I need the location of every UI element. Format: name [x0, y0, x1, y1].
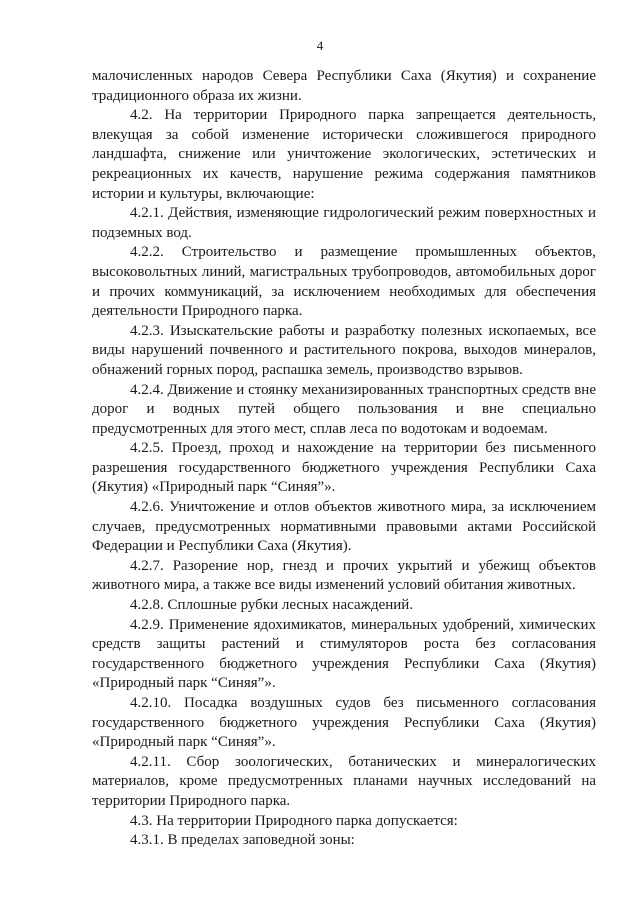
paragraph-4-2-10: 4.2.10. Посадка воздушных судов без письменного согласования государственного бюджетного учреждения Республики Саха (Якутия) «Природный парк “Синяя”».: [92, 695, 596, 751]
paragraph-4-2-9: 4.2.9. Применение ядохимикатов, минеральных удобрений, химических средств защиты растений и стимуляторов роста без согласования государственного бюджетного учреждения Республики Саха (Якутия) «Природный парк “Синяя”».: [92, 616, 596, 692]
paragraph-4-2-5: 4.2.5. Проезд, проход и нахождение на территории без письменного разрешения государственного бюджетного учреждения Республики Саха (Якутия) «Природный парк “Синяя”».: [92, 440, 596, 496]
paragraph-4-2-1: 4.2.1. Действия, изменяющие гидрологический режим поверхностных и подземных вод.: [92, 205, 596, 241]
paragraph-4-2-7: 4.2.7. Разорение нор, гнезд и прочих укрытий и убежищ объектов животного мира, а также все виды изменений условий обитания животных.: [92, 557, 596, 594]
paragraph-4-2-4: 4.2.4. Движение и стоянку механизированных транспортных средств вне дорог и водных путей общего пользования и вне специально предусмотренных для этого мест, сплав леса по водотокам и водоемам.: [92, 381, 596, 437]
paragraph-4-2-3: 4.2.3. Изыскательские работы и разработку полезных ископаемых, все виды нарушений почвенного и растительного покрова, выходов минералов, обнажений горных пород, распашка земель, производство взрывов.: [92, 322, 596, 378]
page-number: 4: [316, 38, 324, 53]
paragraph-4-2-11: 4.2.11. Сбор зоологических, ботанических и минералогических материалов, кроме предусмотренных планами научных исследований на территории Природного парка.: [92, 753, 596, 809]
paragraph-4-2-2: 4.2.2. Строительство и размещение промышленных объектов, высоковольтных линий, магистральных трубопроводов, автомобильных дорог и прочих коммуникаций, за исключением необходимых для обеспечения деятельности Природного парка.: [92, 244, 596, 320]
paragraph-4-3: 4.3. На территории Природного парка допускается:: [130, 812, 458, 829]
paragraph-4-2-6: 4.2.6. Уничтожение и отлов объектов животного мира, за исключением случаев, предусмотренных нормативными правовыми актами Российской Федерации и Республики Саха (Якутия).: [92, 499, 596, 555]
paragraph-4-2: 4.2. На территории Природного парка запрещается деятельность, влекущая за собой изменение исторически сложившегося природного ландшафта, снижение или уничтожение экологических, эстетических и рекреационных их качеств, нарушение режима содержания памятников истории и культуры, включающие:: [92, 107, 596, 202]
document-body: [92, 67, 596, 851]
paragraph-continuation: малочисленных народов Севера Республики Саха (Якутия) и сохранение традиционного образа их жизни.: [92, 68, 596, 104]
paragraph-4-3-1: 4.3.1. В пределах заповедной зоны:: [130, 832, 355, 849]
paragraph-4-2-8: 4.2.8. Сплошные рубки лесных насаждений.: [130, 597, 414, 614]
